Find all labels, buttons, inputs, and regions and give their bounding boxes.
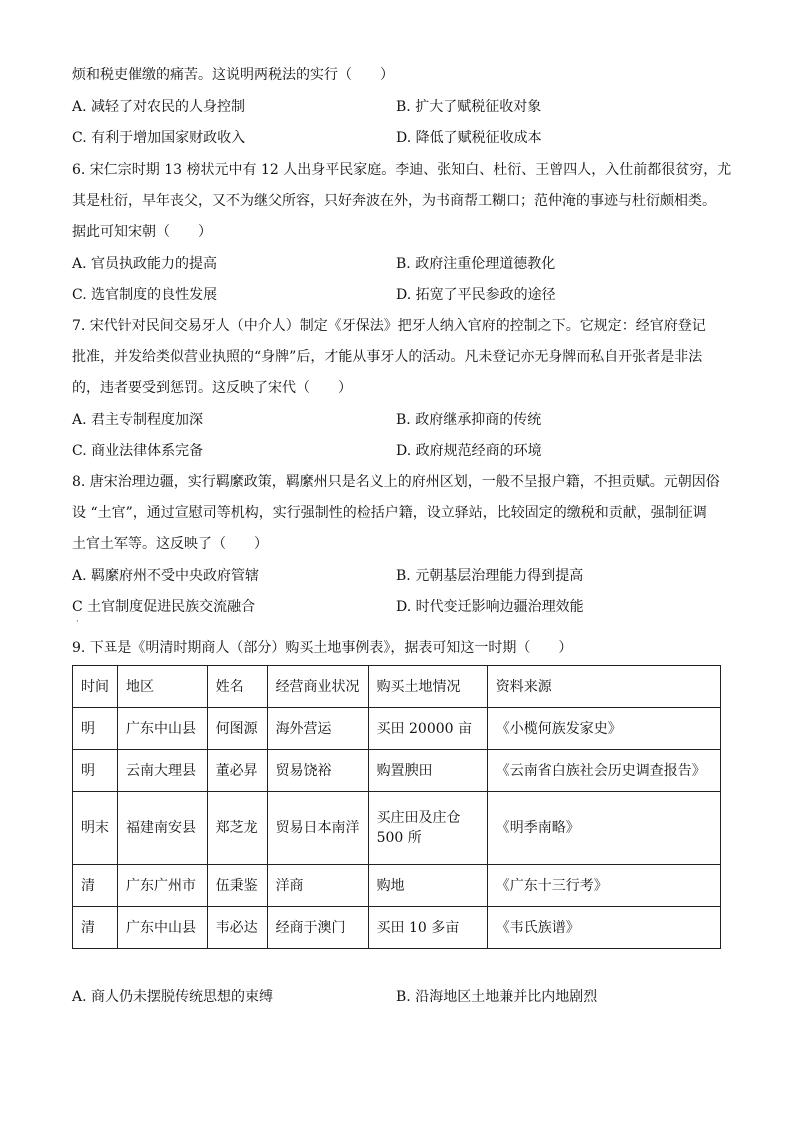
table-cell: 海外营运 (267, 708, 368, 750)
table-row (73, 708, 721, 750)
table-cell: 洋商 (267, 865, 368, 907)
q8-option-d: D. 时代变迁影响边疆治理效能 (396, 599, 584, 615)
table-cell: 福建南安县 (118, 792, 208, 865)
table-cell: 董必昇 (207, 750, 267, 792)
q5-stem-tail: 烦和税吏催缴的痛苦。这说明两税法的实行（ ） (72, 67, 394, 83)
q5-option-a: A. 减轻了对农民的人身控制 (72, 99, 246, 115)
q7-option-a: A. 君主专制程度加深 (72, 412, 204, 428)
q9-stem: 9. 下표是《明清时期商人（部分）购买土地事例表》，据表可知这一时期（ ） (72, 640, 573, 656)
table-cell: 《广东十三行考》 (487, 865, 720, 907)
q6-stem-line3: 据此可知宋朝（ ） (72, 224, 212, 240)
q6-option-a: A. 官员执政能力的提高 (72, 256, 218, 272)
table-cell: 购地 (368, 865, 487, 907)
cell-line: 买庄田及庄仓 (376, 810, 461, 826)
header-cell: 姓名 (207, 666, 267, 708)
table-cell: 伍秉鉴 (207, 865, 267, 907)
table-cell: 买田 10 多亩 (368, 907, 487, 949)
header-cell: 时间 (73, 666, 118, 708)
q8-option-b: B. 元朝基层治理能力得到提高 (396, 568, 584, 584)
q7-stem-line2: 批准，并发给类似营业执照的“身牌”后，才能从事牙人的活动。凡未登记亦无身牌而私自开张者是非法 (72, 349, 703, 365)
table-cell: 《明季南略》 (487, 792, 720, 865)
header-cell: 购买土地情况 (368, 666, 487, 708)
q6-option-c: C. 选官制度的良性发展 (72, 287, 218, 303)
table-cell: 购置腴田 (368, 750, 487, 792)
table-cell: 经商于澳门 (267, 907, 368, 949)
table-row (73, 907, 721, 949)
table-cell: 明 (73, 708, 118, 750)
q8-stem-line2: 设 “土官”，通过宣慰司等机构，实行强制性的检括户籍，设立驿站，比较固定的缴税和贡献，强制征调 (72, 505, 707, 521)
q6-stem-line1: 6. 宋仁宗时期 13 榜状元中有 12 人出身平民家庭。李迪、张知白、杜衍、王曾四人，入仕前都很贫穷，尤 (72, 162, 732, 178)
table-cell: 何图源 (207, 708, 267, 750)
table-cell: 贸易日本南洋 (267, 792, 368, 865)
table-cell: 贸易饶裕 (267, 750, 368, 792)
stray-mark: · (76, 617, 79, 626)
table-cell: 《云南省白族社会历史调查报告》 (487, 750, 720, 792)
header-cell: 经营商业状况 (267, 666, 368, 708)
table-header-row (73, 666, 721, 708)
table-cell: 郑芝龙 (207, 792, 267, 865)
q8-stem-line3: 土官土军等。这反映了（ ） (72, 536, 268, 552)
table-cell: 云南大理县 (118, 750, 208, 792)
header-cell: 地区 (118, 666, 208, 708)
table-cell: 《小榄何族发家史》 (487, 708, 720, 750)
table-cell: 买田 20000 亩 (368, 708, 487, 750)
header-cell: 资料来源 (487, 666, 720, 708)
cell-line: 500 所 (376, 830, 422, 846)
q7-stem-line3: 的，违者要受到惩罚。这反映了宋代（ ） (72, 380, 352, 396)
merchant-land-table (72, 665, 721, 949)
q7-option-d: D. 政府规范经商的环境 (396, 443, 542, 459)
table-cell: 广东中山县 (118, 708, 208, 750)
table-cell: 明末 (73, 792, 118, 865)
q5-option-b: B. 扩大了赋税征收对象 (396, 99, 542, 115)
table-cell: 韦必达 (207, 907, 267, 949)
q5-option-c: C. 有利于增加国家财政收入 (72, 130, 246, 146)
q7-option-c: C. 商业法律体系完备 (72, 443, 204, 459)
table-cell-multiline (368, 792, 487, 865)
table-cell: 清 (73, 907, 118, 949)
table-cell: 广东中山县 (118, 907, 208, 949)
q8-stem-line1: 8. 唐宋治理边疆，实行羁縻政策，羁縻州只是名义上的府州区划，一般不呈报户籍，不担贡赋。元朝因俗 (72, 474, 720, 490)
q8-option-c: C 土官制度促进民族交流融合 (72, 599, 256, 615)
q7-option-b: B. 政府继承抑商的传统 (396, 412, 542, 428)
q7-stem-line1: 7. 宋代针对民间交易牙人（中介人）制定《牙保法》把牙人纳入官府的控制之下。它规定：经官府登记 (72, 318, 706, 334)
table-cell: 广东广州市 (118, 865, 208, 907)
q9-option-a: A. 商人仍未摆脱传统思想的束缚 (72, 989, 274, 1005)
q9-option-b: B. 沿海地区土地兼并比内地剧烈 (396, 989, 598, 1005)
table-cell: 明 (73, 750, 118, 792)
q6-stem-line2: 其是杜衍，早年丧父，又不为继父所容，只好奔波在外，为书商帮工糊口；范仲淹的事迹与杜衍颇相类。 (72, 193, 716, 209)
q6-option-b: B. 政府注重伦理道德教化 (396, 256, 556, 272)
table-row (73, 865, 721, 907)
q5-option-d: D. 降低了赋税征收成本 (396, 130, 542, 146)
q8-option-a: A. 羁縻府州不受中央政府管辖 (72, 568, 260, 584)
table-cell: 清 (73, 865, 118, 907)
table-row (73, 750, 721, 792)
q6-option-d: D. 拓宽了平民参政的途径 (396, 287, 556, 303)
table-cell: 《韦氏族谱》 (487, 907, 720, 949)
table-row (73, 792, 721, 865)
